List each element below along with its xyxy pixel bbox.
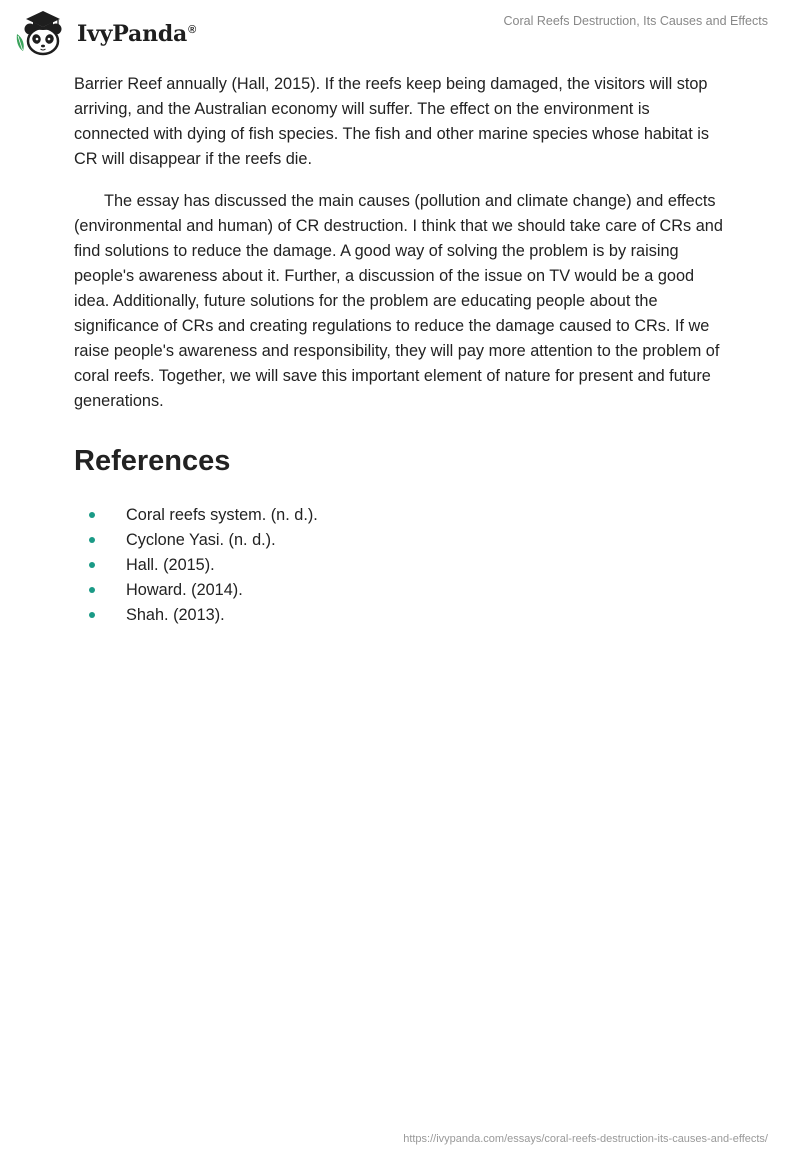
registered-mark: ® — [188, 23, 197, 36]
reference-item — [74, 603, 726, 628]
ivypanda-logo[interactable] — [14, 8, 196, 58]
body-paragraph-1: Barrier Reef annually (Hall, 2015). If the reefs keep being damaged, the visitors will stop arriving, and the Australian economy will suffer. The effect on the environment is connected with dying of fish species. The fish and other marine species whose habitat is CR will disappear if the reefs die. — [74, 75, 710, 168]
reference-item — [74, 528, 726, 553]
reference-text: Shah. (2013). — [126, 606, 225, 624]
reference-item — [74, 553, 726, 578]
references-heading: References — [74, 445, 231, 477]
bullet-icon — [89, 512, 95, 518]
footer-url-link[interactable]: https://ivypanda.com/essays/coral-reefs-destruction-its-causes-and-effects/ — [403, 1133, 768, 1145]
page-header — [0, 0, 800, 64]
reference-text: Cyclone Yasi. (n. d.). — [126, 531, 276, 549]
reference-text: Howard. (2014). — [126, 581, 243, 599]
brand-name: IvyPanda® — [77, 21, 197, 47]
references-list — [74, 503, 726, 628]
bullet-icon — [89, 562, 95, 568]
reference-item — [74, 503, 726, 528]
panda-graduate-icon — [14, 8, 72, 58]
reference-text: Hall. (2015). — [126, 556, 215, 574]
bullet-icon — [89, 587, 95, 593]
reference-text: Coral reefs system. (n. d.). — [126, 506, 318, 524]
bullet-icon — [89, 612, 95, 618]
reference-item — [74, 578, 726, 603]
document-title: Coral Reefs Destruction, Its Causes and Effects — [503, 14, 768, 28]
bullet-icon — [89, 537, 95, 543]
essay-content — [74, 72, 726, 628]
body-paragraph-2: The essay has discussed the main causes (pollution and climate change) and effects (environmental and human) of CR destruction. I think that we should take care of CRs and find solutions to reduce the damage. A good way of solving the problem is by raising people's awareness about it. Further, a discussion of the issue on TV would be a good idea. Additionally, future solutions for the problem are educating people about the significance of CRs and creating regulations to reduce the damage caused to CRs. If we raise people's awareness and responsibility, they will pay more attention to the problem of coral reefs. Together, we will save this important element of nature for present and future generations. — [74, 192, 723, 410]
